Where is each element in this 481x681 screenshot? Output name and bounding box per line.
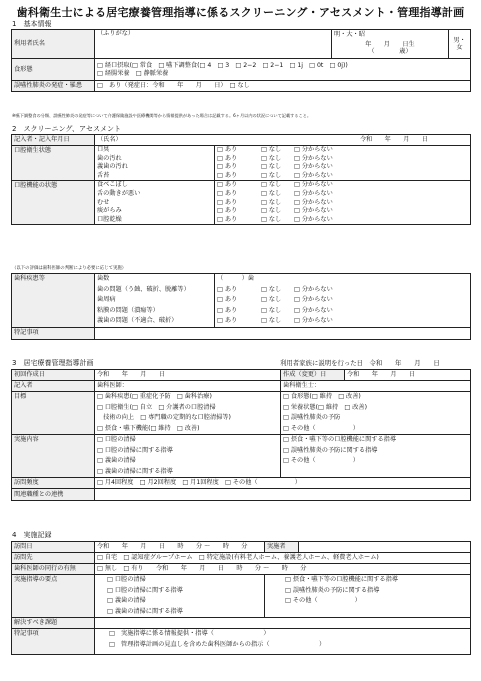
oral-function-item: むせ: [97, 198, 110, 206]
teeth-count-field[interactable]: （ ）歯: [217, 275, 255, 282]
birth-field[interactable]: [332, 39, 449, 59]
sex-field[interactable]: 男・女: [449, 30, 471, 59]
option-unknown[interactable]: □ 分からない: [294, 146, 333, 153]
hygienist-field[interactable]: 歯科衛生士：: [281, 381, 471, 392]
option-yes[interactable]: □ あり: [217, 198, 238, 206]
frequency-label: 訪問頻度: [12, 478, 95, 489]
option-no[interactable]: □ なし: [261, 171, 282, 179]
option-row[interactable]: [217, 199, 468, 208]
coordination-label: 関連職種との連携: [12, 489, 95, 501]
diet-field[interactable]: [95, 59, 471, 81]
option-no[interactable]: □ なし: [261, 181, 282, 189]
option-yes[interactable]: □ あり: [217, 163, 238, 171]
era-field[interactable]: [332, 30, 449, 39]
goal-option[interactable]: □ 誤嚥性肺炎の予防: [283, 414, 341, 421]
dental-disease-item: 義歯の問題（不適合、破折）: [97, 317, 178, 324]
special-notes-label: 特記事項: [12, 327, 95, 339]
option-row[interactable]: [217, 285, 468, 296]
option-yes[interactable]: □ あり: [217, 296, 238, 303]
accompany-field[interactable]: □ 無し □ 有り 令和 年 月 日 時 分 〜 時 分: [95, 564, 471, 575]
option-unknown[interactable]: □ 分からない: [294, 285, 333, 293]
option-no[interactable]: □ なし: [261, 215, 282, 223]
goal-option[interactable]: □ 食形態(□ 維持 □ 改善): [283, 393, 361, 400]
option-yes[interactable]: □ あり: [217, 285, 238, 293]
option-yes[interactable]: □ あり: [217, 215, 238, 223]
dentist-field[interactable]: 歯科医師：: [95, 381, 281, 392]
option-yes[interactable]: □ あり: [217, 146, 238, 153]
content-label: 実施内容: [12, 435, 95, 478]
record-note-option[interactable]: □ 実施指導に係る情報提供・指導（ ）: [109, 630, 270, 637]
oral-function-items: [95, 181, 215, 225]
pneumonia-field[interactable]: □ あり（発症日：令和 年 月 日） □ なし: [95, 81, 471, 92]
option-no[interactable]: □ なし: [261, 207, 282, 215]
visit-place-label: 訪問先: [12, 553, 95, 564]
option-unknown[interactable]: □ 分からない: [294, 171, 333, 179]
record-notes-label: 特記事項: [12, 629, 95, 655]
goal-option[interactable]: □ 栄養状態(□ 維持 □ 改善): [283, 403, 367, 411]
option-unknown[interactable]: □ 分からない: [294, 215, 333, 223]
option-no[interactable]: □ なし: [261, 146, 282, 153]
age-field: （ 歳）: [368, 48, 412, 56]
user-name-label: 利用者氏名: [12, 30, 95, 59]
section-3-heading: 3 居宅療養管理指導計画: [12, 359, 94, 367]
furigana-label: （ふりがな）: [97, 30, 135, 37]
writer-label: 記入者: [12, 381, 95, 392]
user-name-field[interactable]: [95, 30, 332, 59]
option-yes[interactable]: □ あり: [217, 317, 238, 324]
dental-disease-label: 歯科疾患等: [12, 274, 95, 328]
guidance-option[interactable]: □ 摂食・嚥下等の口腔機能に関する指導: [285, 576, 398, 583]
option-row[interactable]: [217, 163, 468, 172]
diet-tube[interactable]: □ 経腸栄養 □ 静脈栄養: [97, 69, 169, 77]
recorder-field[interactable]: [95, 135, 471, 146]
guidance-points-left[interactable]: [95, 575, 265, 618]
birth-date: 年 月 日生: [365, 41, 415, 49]
oral-function-item: 口腔乾燥: [97, 215, 122, 223]
guidance-option[interactable]: □ その他（ ）: [285, 597, 361, 604]
guidance-points-right[interactable]: [265, 575, 471, 618]
dental-disease-items: [95, 274, 215, 328]
option-yes[interactable]: □ あり: [217, 189, 238, 197]
goal-label: 目標: [12, 392, 95, 435]
option-yes[interactable]: □ あり: [217, 181, 238, 189]
coordination-field[interactable]: [95, 489, 471, 501]
guidance-option[interactable]: □ 口腔の清掃: [107, 576, 146, 583]
option-yes[interactable]: □ あり: [217, 306, 238, 314]
goal-option[interactable]: 技術の向上 □ 専門職の定期的な口腔清掃等): [97, 414, 231, 421]
guidance-empty: [285, 607, 468, 618]
page-title: 歯科衛生士による居宅療養管理指導に係るスクリーニング・アセスメント・管理指導計画: [16, 6, 465, 19]
dental-disease-item: 歯周病: [97, 296, 116, 303]
oral-hygiene-item: 口臭: [97, 146, 110, 153]
issues-label: 解決すべき課題: [12, 618, 95, 629]
option-row[interactable]: [217, 181, 468, 190]
recorder-date: 令和 年 月 日: [359, 136, 428, 144]
oral-function-item: 痰がらみ: [97, 207, 122, 215]
oral-function-item: 舌の動きが悪い: [97, 189, 141, 197]
visit-date-field[interactable]: 令和 年 月 日 時 分 〜 時 分: [95, 542, 265, 553]
option-row[interactable]: [217, 216, 468, 225]
option-yes[interactable]: □ あり: [217, 171, 238, 179]
option-no[interactable]: □ なし: [261, 296, 282, 303]
oral-hygiene-item: 歯の汚れ: [97, 154, 122, 162]
content-option[interactable]: □ 口腔の清掃に関する指導: [97, 446, 173, 454]
option-unknown[interactable]: □ 分からない: [294, 198, 333, 206]
first-created-label: 初回作成日: [12, 370, 95, 381]
basic-info-note: ※嚥下調整食の分類、誤嚥性肺炎の発症等について介護保険施設や医療機関等から情報提供があった場合は記載する。6ヶ月以内の状況について記載すること。: [12, 113, 312, 118]
option-unknown[interactable]: □ 分からない: [294, 181, 333, 189]
content-right[interactable]: [281, 435, 471, 478]
content-option[interactable]: □ 義歯の清掃: [97, 457, 136, 464]
option-unknown[interactable]: □ 分からない: [294, 154, 333, 162]
oral-hygiene-label: 口腔衛生状態: [12, 146, 95, 181]
goal-left[interactable]: [95, 392, 281, 435]
dental-disease-options[interactable]: [215, 274, 471, 328]
option-no[interactable]: □ なし: [261, 154, 282, 162]
option-unknown[interactable]: □ 分からない: [294, 306, 333, 314]
plan-table: [11, 369, 471, 501]
diet-label: 食形態: [12, 59, 95, 81]
option-row[interactable]: [217, 207, 468, 216]
content-option[interactable]: □ 口腔の清掃: [97, 436, 136, 443]
era-label: 明・大・昭: [334, 30, 365, 38]
goal-option[interactable]: □ 歯科疾患(□ 重症化予防 □ 歯科治療): [97, 393, 212, 400]
screening-table: [11, 134, 471, 225]
guidance-option[interactable]: □ 義歯の清掃: [107, 597, 146, 604]
oral-hygiene-items: [95, 146, 215, 181]
dental-disease-item: 歯数: [97, 275, 110, 282]
content-option[interactable]: □ 誤嚥性肺炎の予防に関する指導: [283, 446, 378, 454]
option-unknown[interactable]: □ 分からない: [294, 296, 333, 303]
goal-option[interactable]: □ 摂食・嚥下機能(□ 維持 □ 改善): [97, 424, 200, 432]
option-yes[interactable]: □ あり: [217, 207, 238, 215]
record-notes-field[interactable]: [95, 629, 471, 655]
option-unknown[interactable]: □ 分からない: [294, 317, 333, 324]
guidance-option[interactable]: □ 誤嚥性肺炎の予防に関する指導: [285, 586, 380, 594]
dental-disease-item: 粘膜の問題（潰瘍等）: [97, 306, 159, 314]
accompany-label: 歯科医師の同行の有無: [12, 564, 95, 575]
explained-date[interactable]: 利用者家族に説明を行った日 令和 年 月 日: [280, 359, 440, 367]
goal-right[interactable]: [281, 392, 471, 435]
option-row[interactable]: [217, 295, 468, 306]
option-no[interactable]: □ なし: [261, 306, 282, 314]
option-no[interactable]: □ なし: [261, 163, 282, 171]
content-option[interactable]: □ その他（ ）: [283, 457, 359, 464]
section-4-heading: 4 実施記録: [12, 531, 52, 539]
option-row[interactable]: [217, 172, 468, 181]
pneumonia-label: 誤嚥性肺炎の発症・罹患: [12, 81, 95, 92]
option-yes[interactable]: □ あり: [217, 154, 238, 162]
option-row[interactable]: [217, 190, 468, 199]
option-unknown[interactable]: □ 分からない: [294, 207, 333, 215]
oral-hygiene-options[interactable]: [215, 146, 471, 181]
recorder-label: 記入者・記入年月日: [12, 135, 95, 146]
option-row[interactable]: [217, 316, 468, 327]
dentist-judgment-note: （以下の評価は歯科医師の判断により必要に応じて実施）: [12, 266, 127, 271]
visit-place-field[interactable]: □ 自宅 □ 認知症グループホーム □ 特定施設(有料老人ホーム、養護老人ホーム、軽費老人ホーム): [95, 553, 471, 564]
guidance-points-label: 実施指導の要点: [12, 575, 95, 618]
option-no[interactable]: □ なし: [261, 198, 282, 206]
oral-function-item: 食べこぼし: [97, 181, 128, 189]
option-row[interactable]: [217, 306, 468, 317]
revised-label: 作成（変更）日: [281, 370, 345, 381]
oral-function-label: 口腔機能の状態: [12, 181, 95, 225]
oral-hygiene-item: 舌苔: [97, 171, 110, 179]
first-created-date[interactable]: 令和 年 月 日: [95, 370, 281, 381]
dental-disease-table: [11, 273, 471, 340]
option-row[interactable]: [217, 146, 468, 155]
content-option[interactable]: □ 義歯の清掃に関する指導: [97, 467, 173, 475]
goal-option[interactable]: □ その他（ ）: [283, 424, 359, 432]
guidance-option[interactable]: □ 口腔の清掃に関する指導: [107, 586, 183, 594]
revised-date[interactable]: 令和 年 月 日: [345, 370, 471, 381]
option-no[interactable]: □ なし: [261, 285, 282, 293]
recorder-name: （氏名）: [97, 136, 122, 144]
frequency-field[interactable]: □ 月4回程度 □ 月2回程度 □ 月1回程度 □ その他（ ）: [95, 478, 471, 489]
oral-function-options[interactable]: [215, 181, 471, 225]
oral-hygiene-item: 義歯の汚れ: [97, 163, 128, 171]
implementer-field[interactable]: [299, 542, 471, 553]
option-unknown[interactable]: □ 分からない: [294, 163, 333, 171]
diet-oral[interactable]: □ 経口摂取(□ 常食 □ 嚥下調整食(□ 4 □ 3 □ 2−2 □ 2−1 □ 1j □ 0t □ 0j)): [97, 62, 348, 70]
content-option[interactable]: □ 摂食・嚥下等の口腔機能に関する指導: [283, 436, 397, 443]
basic-info-table: [11, 29, 471, 92]
visit-date-label: 訪問日: [12, 542, 95, 553]
option-no[interactable]: □ なし: [261, 317, 282, 324]
issues-field[interactable]: [95, 618, 471, 629]
option-no[interactable]: □ なし: [261, 189, 282, 197]
record-table: [11, 541, 471, 655]
implementer-label: 実施者: [265, 542, 299, 553]
content-empty: [283, 467, 468, 478]
goal-option[interactable]: □ 口腔衛生(□ 自立 □ 介護者の口腔清掃: [97, 403, 216, 411]
content-left[interactable]: [95, 435, 281, 478]
record-note-option[interactable]: □ 管理指導計画の見直しを含めた歯科医師からの指示（ ）: [109, 640, 326, 648]
dental-disease-item: 歯の問題（う蝕、破折、脱離等）: [97, 285, 190, 293]
option-unknown[interactable]: □ 分からない: [294, 189, 333, 197]
section-2-heading: 2 スクリーニング、アセスメント: [12, 125, 121, 133]
guidance-option[interactable]: □ 義歯の清掃に関する指導: [107, 607, 183, 615]
option-row[interactable]: [217, 155, 468, 164]
special-notes-field[interactable]: [95, 327, 471, 339]
section-1-heading: 1 基本情報: [12, 20, 52, 28]
